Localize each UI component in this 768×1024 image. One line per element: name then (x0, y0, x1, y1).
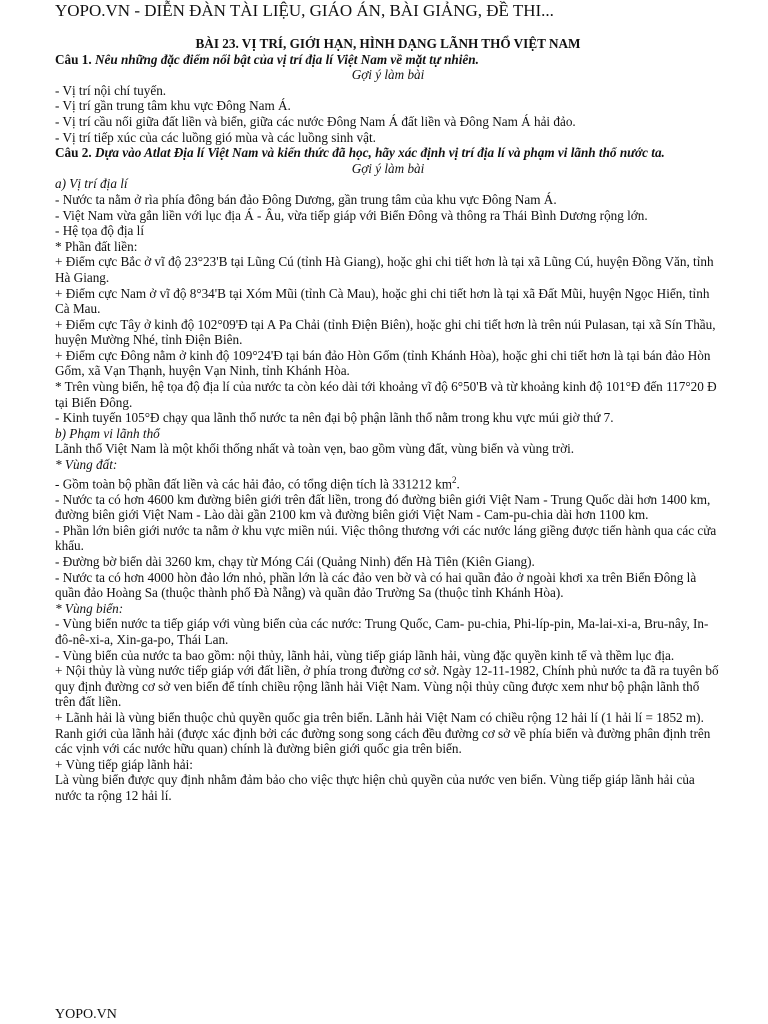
question-1 (55, 52, 721, 68)
lesson-title: BÀI 23. VỊ TRÍ, GIỚI HẠN, HÌNH DẠNG LÃNH THỔ VIỆT NAM (195, 36, 581, 51)
site-footer: YOPO.VN (55, 1007, 117, 1022)
sea-line: Là vùng biển được quy định nhằm đảm bảo cho việc thực hiện chủ quyền của nước ven biển. Vùng tiếp giáp lãnh hải của nước ta rộng 12 hải lí. (55, 772, 695, 803)
section-a-line: + Điểm cực Tây ở kinh độ 102°09'Đ tại A Pa Chải (tỉnh Điện Biên), hoặc ghi chi tiết hơn là trên núi Pulasan, tại xã Sín Thầu, huyện Mường Nhé, tỉnh Điện Biên. (55, 316, 716, 348)
section-a-line: * Phần đất liền: (55, 238, 138, 254)
sea-line: + Nội thủy là vùng nước tiếp giáp với đất liền, ở phía trong đường cơ sở. Ngày 12-11-1982, Chính phủ nước ta đã ra tuyên bố quy định đường cơ sở ven biển để tính chiều rộng lãnh hải Việt Nam. Vùng nội thủy cũng được xem như bộ phận lãnh thổ trên đất liền. (55, 663, 719, 710)
answer-line: - Vị trí cầu nối giữa đất liền và biển, giữa các nước Đông Nam Á đất liền và Đông Nam Á hải đảo. (55, 113, 576, 129)
question-1-label: Câu 1. (55, 51, 92, 67)
section-a-line: + Điểm cực Nam ở vĩ độ 8°34'B tại Xóm Mũi (tỉnh Cà Mau), hoặc ghi chi tiết hơn là tại xã Đất Mũi, huyện Ngọc Hiển, tỉnh Cà Mau. (55, 285, 710, 317)
question-2-text: Dựa vào Atlat Địa lí Việt Nam và kiến thức đã học, hãy xác định vị trí địa lí và phạm vi lãnh thổ nước ta. (94, 145, 665, 161)
land-line: - Phần lớn biên giới nước ta nằm ở khu vực miền núi. Việc thông thương với các nước láng giềng được tiến hành qua các cửa khẩu. (55, 522, 717, 554)
hint-heading: Gợi ý làm bài (351, 67, 425, 83)
question-1-text: Nêu những đặc điểm nổi bật của vị trí địa lí Việt Nam về mặt tự nhiên. (94, 51, 479, 67)
sea-line: + Lãnh hải là vùng biển thuộc chủ quyền quốc gia trên biển. Lãnh hải Việt Nam có chiều rộng 12 hải lí (1 hải lí = 1852 m). Ranh giới của lãnh hải (được xác định bởi các đường song song cách đều đường cơ sở về phía biển và đường phân định trên các vịnh với các nước hữu quan) chính là đường biên giới quốc gia trên biển. (55, 709, 711, 757)
answer-line: - Vị trí tiếp xúc của các luồng gió mùa và các luồng sinh vật. (55, 129, 376, 145)
question-2 (55, 145, 721, 161)
section-a-line: + Điểm cực Đông nằm ở kinh độ 109°24'Đ tại bán đảo Hòn Gốm (tỉnh Khánh Hòa), hoặc ghi chi tiết hơn là tại bán đảo Hòn Gốm, xã Vạn Thạnh, huyện Vạn Ninh, tỉnh Khánh Hòa. (55, 347, 711, 379)
section-a-line: - Nước ta nằm ở rìa phía đông bán đảo Đông Dương, gần trung tâm của khu vực Đông Nam Á. (55, 191, 557, 207)
question-2-label: Câu 2. (55, 145, 92, 161)
hint-heading: Gợi ý làm bài (351, 160, 425, 176)
sea-heading: * Vùng biển: (55, 600, 124, 616)
land-line: - Đường bờ biển dài 3260 km, chạy từ Móng Cái (Quảng Ninh) đến Hà Tiên (Kiên Giang). (55, 553, 535, 569)
land-area-superscript: 2 (451, 474, 457, 485)
site-header: YOPO.VN - DIỄN ĐÀN TÀI LIỆU, GIÁO ÁN, BÀI GIẢNG, ĐỀ THI... (55, 1, 554, 20)
section-b-intro: Lãnh thổ Việt Nam là một khối thống nhất và toàn vẹn, bao gồm vùng đất, vùng biển và vùng trời. (55, 441, 575, 457)
section-b-heading: b) Phạm vi lãnh thổ (55, 425, 160, 441)
section-a-heading: a) Vị trí địa lí (55, 176, 128, 192)
section-a-line: - Việt Nam vừa gắn liền với lục địa Á - Âu, vừa tiếp giáp với Biển Đông và thông ra Thái Bình Dương rộng lớn. (55, 207, 648, 223)
answer-line: - Vị trí nội chí tuyến. (55, 82, 167, 98)
sea-line: - Vùng biển nước ta tiếp giáp với vùng biển của các nước: Trung Quốc, Cam- pu-chia, Phi-líp-pin, Ma-lai-xi-a, Bru-nây, In-đô-nê-xi-a, Xin-ga-po, Thái Lan. (55, 616, 709, 647)
land-line: - Nước ta có hơn 4600 km đường biên giới trên đất liền, trong đó đường biên giới Việt Nam - Trung Quốc dài hơn 1400 km, đường biên giới Việt Nam - Lào dài gần 2100 km và đường biên giới Việt Nam - Cam-pu-chia dài hơn 1100 km. (55, 491, 711, 523)
sea-line: - Vùng biển của nước ta bao gồm: nội thủy, lãnh hải, vùng tiếp giáp lãnh hải, vùng đặc quyền kinh tế và thềm lục địa. (55, 647, 675, 663)
section-a-line: - Kinh tuyến 105°Đ chạy qua lãnh thổ nước ta nên đại bộ phận lãnh thổ nằm trong khu vực múi giờ thứ 7. (55, 410, 614, 426)
sea-line: + Vùng tiếp giáp lãnh hải: (55, 756, 193, 772)
section-a-line: + Điểm cực Bắc ở vĩ độ 23°23'B tại Lũng Cú (tỉnh Hà Giang), hoặc ghi chi tiết hơn là tại xã Lũng Cú, huyện Đồng Văn, tỉnh Hà Giang. (55, 254, 714, 285)
land-area-text: - Gồm toàn bộ phần đất liền và các hải đảo, có tổng diện tích là 331212 km (55, 476, 452, 492)
land-area-line (55, 473, 721, 492)
land-area-end: . (456, 476, 460, 492)
land-line: - Nước ta có hơn 4000 hòn đảo lớn nhỏ, phần lớn là các đảo ven bờ và có hai quần đảo ở ngoài khơi xa trên Biển Đông là quần đảo Hoàng Sa (thuộc thành phố Đà Nẵng) và quần đảo Trường Sa (thuộc tỉnh Khánh Hòa). (55, 569, 697, 601)
section-a-line: - Hệ tọa độ địa lí (55, 223, 144, 239)
answer-line: - Vị trí gần trung tâm khu vực Đông Nam Á. (55, 98, 291, 114)
land-heading: * Vùng đất: (55, 457, 118, 473)
section-a-line: * Trên vùng biển, hệ tọa độ địa lí của nước ta còn kéo dài tới khoảng vĩ độ 6°50'B và từ khoảng kinh độ 101°Đ đến 117°20 Đ tại Biển Đông. (55, 379, 717, 410)
document-body (55, 36, 721, 803)
